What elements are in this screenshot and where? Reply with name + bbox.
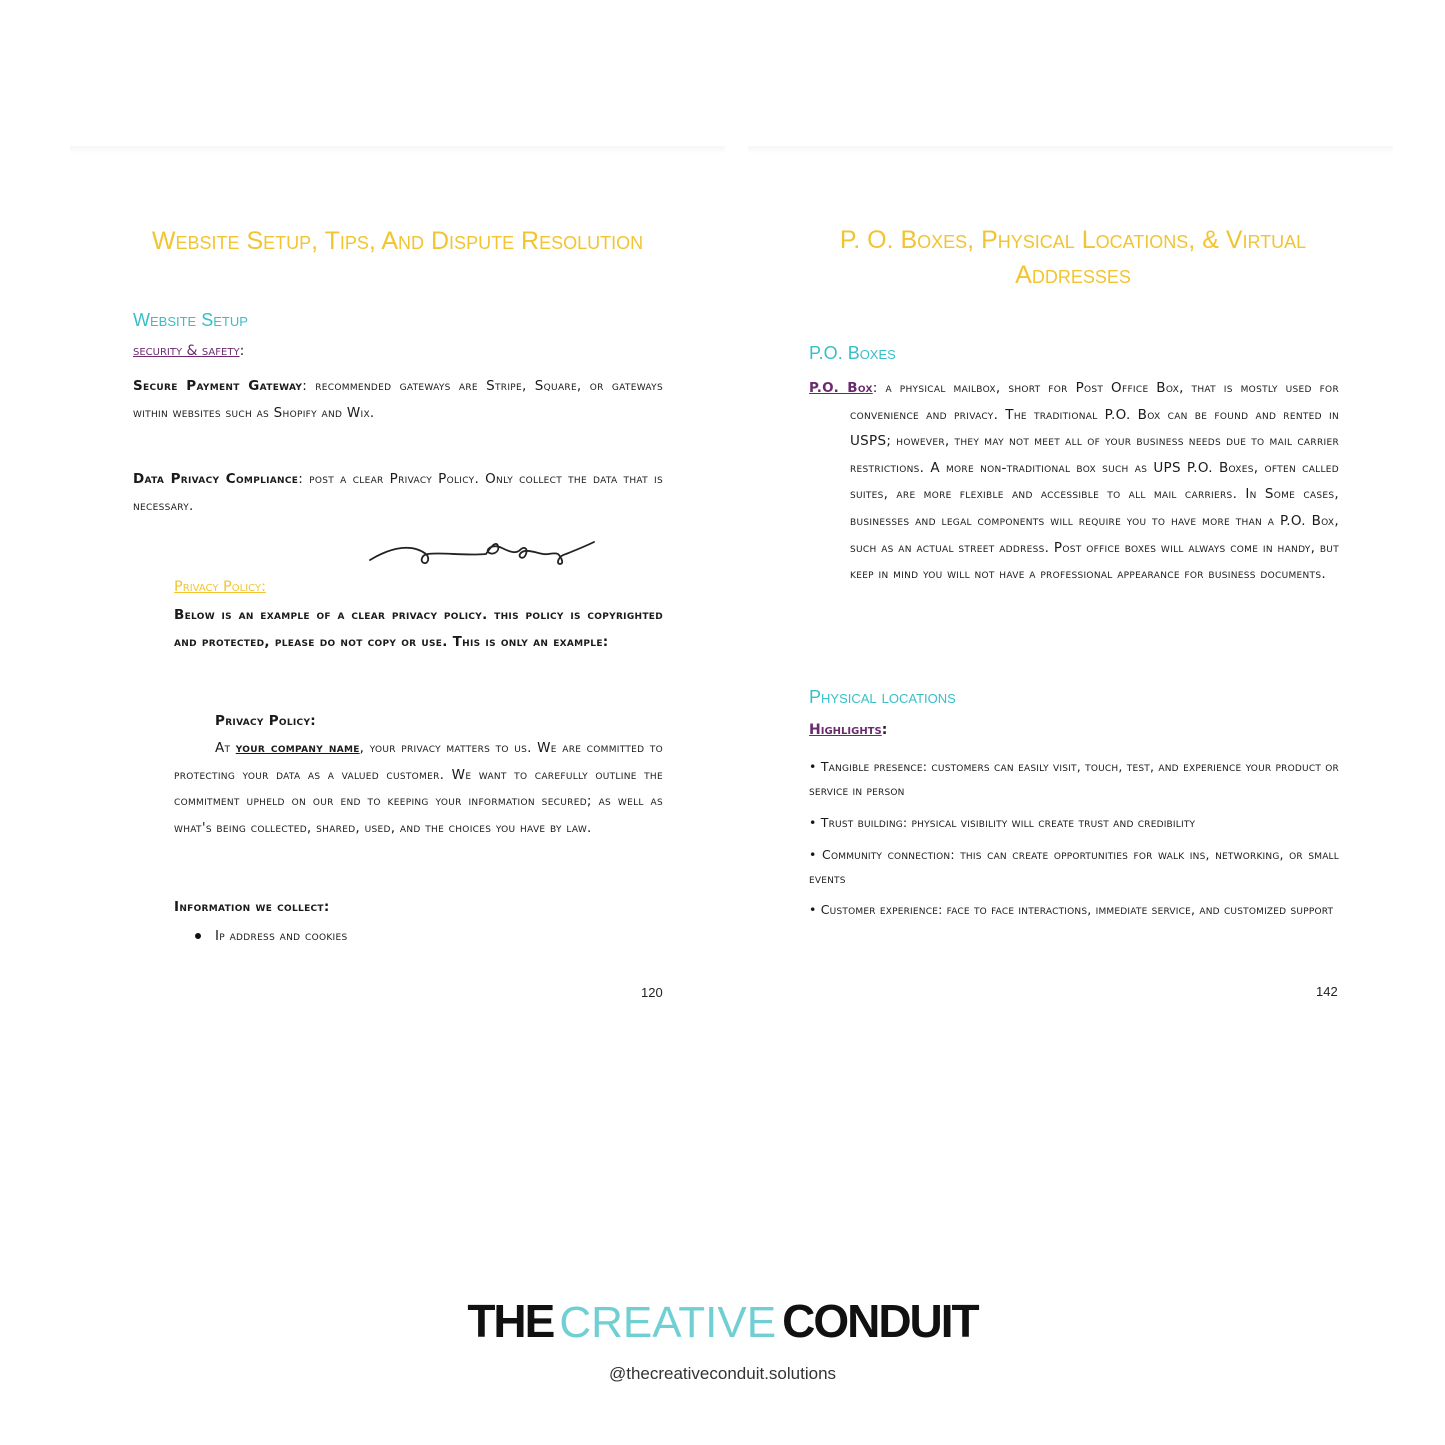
company-name-placeholder: your company name bbox=[235, 740, 360, 756]
highlights-label: Highlights: bbox=[809, 722, 888, 738]
left-page-title: Website Setup, Tips, And Dispute Resolution bbox=[151, 227, 644, 255]
right-page-title bbox=[748, 223, 1398, 293]
security-safety-text: security & safety bbox=[133, 343, 240, 359]
data-privacy-text: : post a clear Privacy Policy. Only collect the data that is necessary. bbox=[133, 471, 663, 514]
bullet-dot-icon bbox=[195, 933, 201, 939]
right-title-line2: Addresses bbox=[1015, 261, 1131, 289]
brand-logo bbox=[0, 1294, 1445, 1350]
info-collect-heading: Information we collect: bbox=[174, 899, 330, 915]
page-top-edge bbox=[748, 146, 1393, 154]
secure-payment-term: Secure Payment Gateway bbox=[133, 378, 303, 394]
info-bullet-item bbox=[195, 923, 348, 950]
social-handle: @thecreativeconduit.solutions bbox=[608, 1364, 837, 1383]
brand-creative: CREATIVE bbox=[559, 1298, 777, 1347]
info-bullet-text: Ip address and cookies bbox=[215, 928, 348, 944]
policy-body-text: , your privacy matters to us. We are committed to protecting your data as a valued customer. We want to carefully outline the commitment upheld on our end to keeping your information secured; as well as what's being collected, shared, used, and the choices you have by law. bbox=[174, 740, 663, 836]
highlight-item: • Customer experience: face to face interactions, immediate service, and customized support bbox=[809, 902, 1334, 917]
privacy-intro-paragraph: Below is an example of a clear privacy policy. this policy is copyrighted and protected, please do not copy or use. This is only an example: bbox=[174, 607, 663, 650]
brand-conduit: CONDUIT bbox=[782, 1295, 978, 1347]
right-page-number: 142 bbox=[1316, 984, 1338, 999]
website-setup-heading: Website Setup bbox=[133, 310, 248, 330]
secure-payment-text: : recommended gateways are Stripe, Square, or gateways within websites such as Shopify and Wix. bbox=[133, 378, 663, 421]
right-title-line1: P. O. Boxes, Physical Locations, & Virtual bbox=[839, 226, 1307, 254]
page-top-edge bbox=[70, 146, 725, 154]
brand-the: THE bbox=[467, 1295, 554, 1347]
highlights-text: Highlights bbox=[809, 722, 882, 738]
po-boxes-heading: P.O. Boxes bbox=[809, 343, 896, 363]
left-page bbox=[70, 146, 725, 1026]
policy-title: Privacy Policy: bbox=[215, 713, 316, 729]
data-privacy-term: Data Privacy Compliance bbox=[133, 471, 299, 487]
security-safety-label: security & safety: bbox=[133, 343, 245, 359]
privacy-policy-heading: Privacy Policy: bbox=[174, 579, 266, 595]
left-page-number: 120 bbox=[641, 985, 663, 1000]
physical-locations-heading: Physical locations bbox=[809, 687, 956, 707]
highlight-item: • Trust building: physical visibility will create trust and credibility bbox=[809, 815, 1196, 830]
policy-body-paragraph bbox=[174, 735, 663, 841]
policy-at: At bbox=[215, 740, 236, 756]
highlight-item: • Tangible presence: customers can easily visit, touch, test, and experience your product or service in person bbox=[809, 759, 1339, 798]
swirl-divider-icon bbox=[368, 534, 598, 570]
secure-payment-paragraph bbox=[133, 373, 663, 426]
highlight-item: • Community connection: this can create opportunities for walk ins, networking, or small events bbox=[809, 847, 1339, 886]
po-box-text: : a physical mailbox, short for Post Office Box, that is mostly used for convenience and privacy. The traditional P.O. Box can be found and rented in USPS; however, they may not meet all of your business needs due to mail carrier restrictions. A more non-traditional box such as UPS P.O. Boxes, often called suites, are more flexible and accessible to all mail carriers. In Some cases, businesses and legal components will require you to have more than a P.O. Box, such as an actual street address. Post office boxes will always come in handy, but keep in mind you will not have a professional appearance for business documents. bbox=[850, 380, 1339, 583]
data-privacy-paragraph bbox=[133, 466, 663, 519]
po-box-paragraph bbox=[809, 375, 1339, 588]
po-box-term: P.O. Box bbox=[809, 380, 873, 396]
right-page bbox=[748, 146, 1393, 1026]
